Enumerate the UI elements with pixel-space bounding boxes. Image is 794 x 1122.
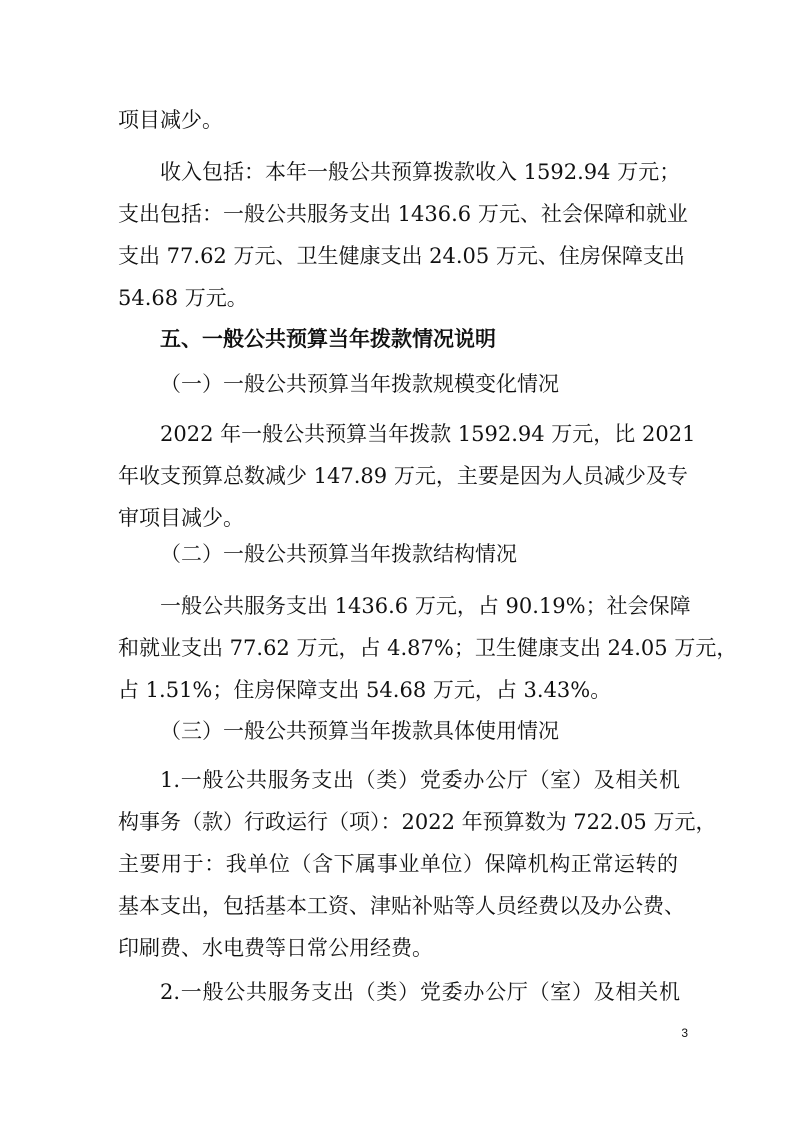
subheading-three: （三）一般公共预算当年拨款具体使用情况 [160, 719, 559, 743]
text-line-expense-1: 支出包括：一般公共服务支出 1436.6 万元、社会保障和就业 [118, 202, 688, 226]
paragraph-two-line-1: 一般公共服务支出 1436.6 万元，占 90.19%；社会保障 [160, 594, 691, 618]
text-line-expense-2: 支出 77.62 万元、卫生健康支出 24.05 万元、住房保障支出 [118, 244, 685, 268]
paragraph-two-line-3: 占 1.51%；住房保障支出 54.68 万元，占 3.43%。 [118, 678, 612, 702]
item-two-line-1: 2.一般公共服务支出（类）党委办公厅（室）及相关机 [160, 980, 680, 1004]
text-line-expense-3: 54.68 万元。 [118, 286, 248, 310]
section-heading-five: 五、一般公共预算当年拨款情况说明 [160, 327, 496, 351]
item-one-line-3: 主要用于：我单位（含下属事业单位）保障机构正常运转的 [118, 852, 678, 876]
text-line-income: 收入包括：本年一般公共预算拨款收入 1592.94 万元； [160, 160, 681, 184]
text-line-continuation: 项目减少。 [118, 108, 223, 132]
paragraph-one-line-1: 2022 年一般公共预算当年拨款 1592.94 万元，比 2021 [160, 422, 696, 446]
item-one-line-4: 基本支出，包括基本工资、津贴补贴等人员经费以及办公费、 [118, 894, 685, 918]
page-number: 3 [681, 1026, 688, 1040]
subheading-one: （一）一般公共预算当年拨款规模变化情况 [160, 372, 559, 396]
item-one-line-5: 印刷费、水电费等日常公用经费。 [118, 936, 433, 960]
item-one-line-2: 构事务（款）行政运行（项）：2022 年预算数为 722.05 万元， [118, 810, 717, 834]
item-one-line-1: 1.一般公共服务支出（类）党委办公厅（室）及相关机 [160, 768, 680, 792]
paragraph-two-line-2: 和就业支出 77.62 万元，占 4.87%；卫生健康支出 24.05 万元， [118, 636, 738, 660]
subheading-two: （二）一般公共预算当年拨款结构情况 [160, 542, 517, 566]
paragraph-one-line-3: 审项目减少。 [118, 506, 244, 530]
paragraph-one-line-2: 年收支预算总数减少 147.89 万元，主要是因为人员减少及专 [118, 464, 688, 488]
